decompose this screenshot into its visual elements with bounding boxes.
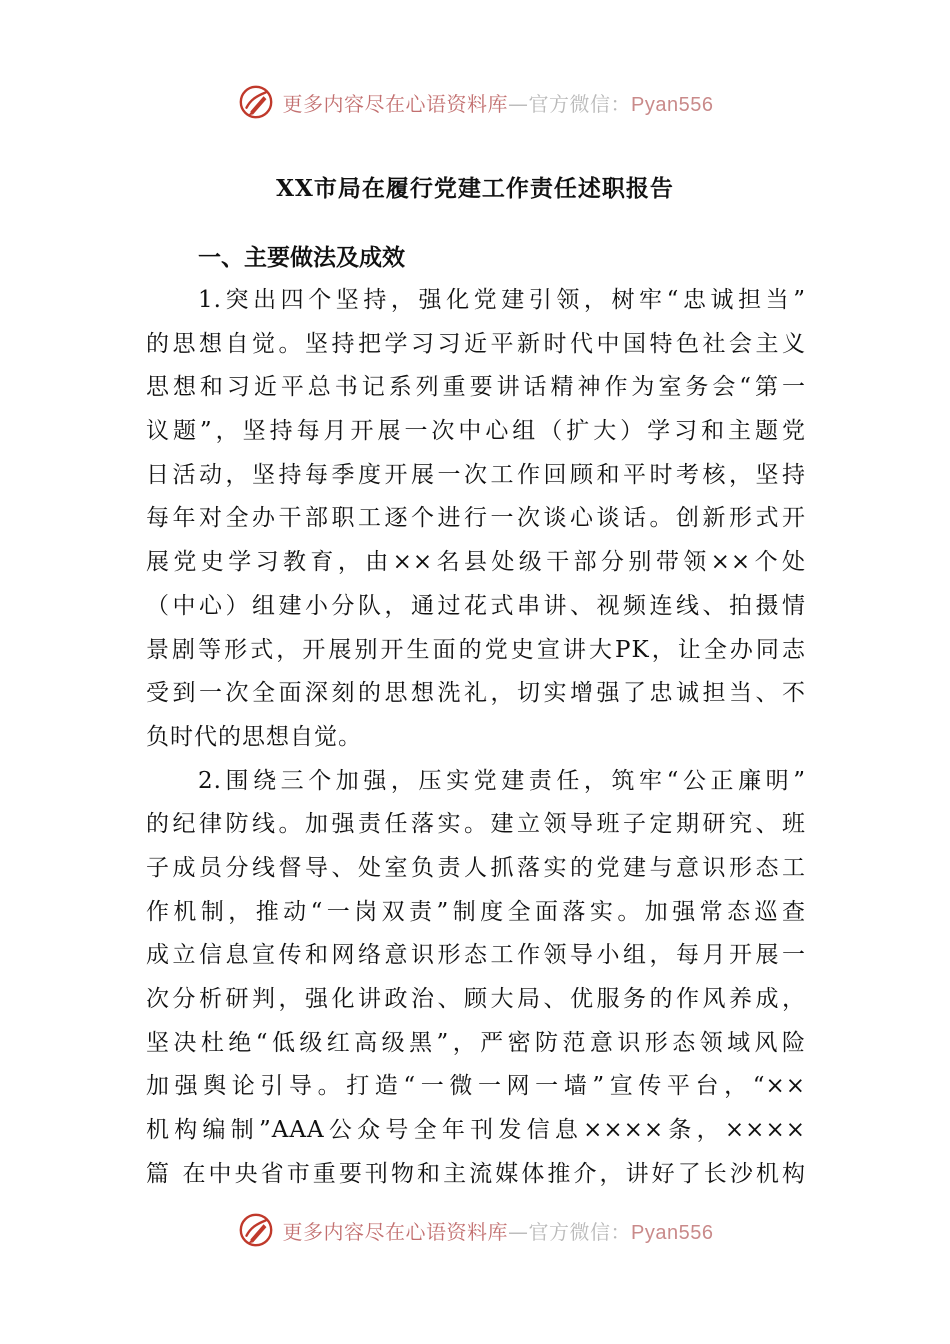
footer-banner: [0, 1208, 950, 1252]
banner-text: [283, 88, 714, 117]
paragraph-line: （中心）组建小分队，通过花式串讲、视频连线、拍摄情: [146, 592, 806, 619]
paragraph-line: 议题”，坚持每月开展一次中心组（扩大）学习和主题党: [146, 418, 806, 445]
pen-logo-icon: [237, 1211, 275, 1249]
paragraph-line: 负时代的思想自觉。: [146, 723, 362, 750]
paragraph-line: 篇 在中央省市重要刊物和主流媒体推介，讲好了长沙机构: [146, 1160, 806, 1187]
paragraph-line: 景剧等形式，开展别开生面的党史宣讲大PK，让全办同志: [146, 636, 806, 663]
header-banner: [0, 80, 950, 124]
banner-dash: —: [508, 91, 529, 116]
pen-logo-icon: [237, 83, 275, 121]
paragraph-line: 次分析研判，强化讲政治、顾大局、优服务的作风养成，: [146, 986, 806, 1012]
paragraph-line: 作机制，推动“一岗双责”制度全面落实。加强常态巡查: [146, 898, 806, 925]
paragraph-line: 子成员分线督导、处室负责人抓落实的党建与意识形态工: [146, 854, 806, 881]
paragraph-line: 坚决杜绝“低级红高级黑”，严密防范意识形态领域风险: [146, 1029, 806, 1056]
paragraph-line: 机构编制”AAA公众号全年刊发信息××××条，××××: [146, 1117, 806, 1144]
paragraph-line: 日活动，坚持每季度开展一次工作回顾和平时考核，坚持: [146, 461, 806, 488]
banner-wechat-id: Pyan556: [631, 93, 714, 116]
document-title: XX市局在履行党建工作责任述职报告: [276, 175, 674, 202]
banner-dash: —: [508, 1219, 529, 1244]
paragraph-line: 2.围绕三个加强，压实党建责任，筑牢“公正廉明”: [198, 767, 806, 794]
section-heading: 一、主要做法及成效: [198, 244, 405, 271]
banner-content: [237, 1211, 714, 1249]
paragraph-line: 的思想自觉。坚持把学习习近平新时代中国特色社会主义: [146, 330, 806, 357]
banner-content: [237, 83, 714, 121]
banner-wechat-id: Pyan556: [631, 1221, 714, 1244]
paragraph-line: 1.突出四个坚持，强化党建引领，树牢“忠诚担当”: [198, 287, 806, 313]
paragraph-line: 加强舆论引导。打造“一微一网一墙”宣传平台，“××: [146, 1073, 806, 1100]
banner-wechat-label: 官方微信：: [528, 91, 632, 116]
banner-site-name: 更多内容尽在心语资料库: [282, 91, 509, 116]
paragraph-line: 每年对全办干部职工逐个进行一次谈心谈话。创新形式开: [146, 505, 806, 532]
paragraph-line: 成立信息宣传和网络意识形态工作领导小组，每月开展一: [146, 942, 806, 969]
banner-wechat-label: 官方微信：: [528, 1219, 632, 1244]
paragraph-line: 的纪律防线。加强责任落实。建立领导班子定期研究、班: [146, 811, 806, 838]
document-body: [146, 236, 806, 1196]
paragraph-line: 受到一次全面深刻的思想洗礼，切实增强了忠诚担当、不: [146, 680, 806, 707]
banner-site-name: 更多内容尽在心语资料库: [282, 1219, 509, 1244]
paragraph-line: 展党史学习教育，由××名县处级干部分别带领××个处: [146, 549, 806, 576]
paragraph-line: 思想和习近平总书记系列重要讲话精神作为室务会“第一: [146, 374, 806, 401]
banner-text: [283, 1216, 714, 1245]
